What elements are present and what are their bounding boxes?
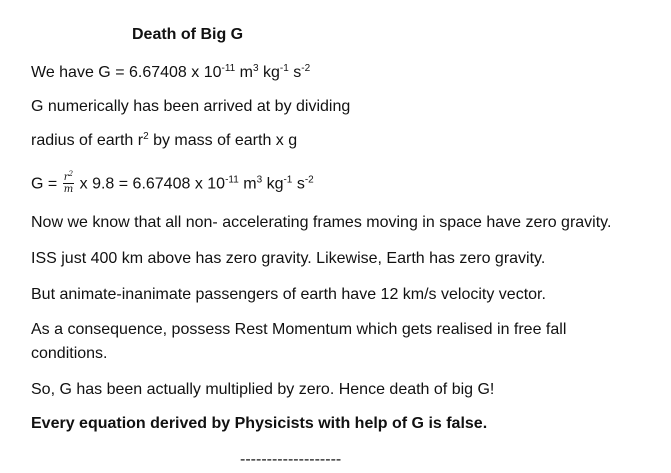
radius-suffix: by mass of earth x g xyxy=(148,132,298,149)
formula-unit-m: m xyxy=(238,175,257,193)
separator-rule: ------------------- xyxy=(240,451,342,468)
r-squared-over-m-fraction xyxy=(63,172,74,195)
unit-m: m xyxy=(235,64,253,81)
formula-unit-s: s xyxy=(292,175,305,193)
unit-s: s xyxy=(288,64,302,81)
formula-unit-kg: kg xyxy=(262,175,284,193)
exponent-minus-2: -2 xyxy=(301,63,311,74)
formula-exponent-minus-2: -2 xyxy=(304,174,314,186)
fraction-denominator: m xyxy=(63,184,74,195)
formula-g-equals: G = xyxy=(31,175,62,193)
unit-kg: kg xyxy=(258,64,280,81)
consequence-line-1: As a consequence, possess Rest Momentum which gets realised in free fall xyxy=(31,321,567,338)
radius-line xyxy=(31,131,297,151)
exponent-minus-1: -1 xyxy=(279,63,289,74)
formula-exponent-minus-1: -1 xyxy=(283,174,293,186)
radius-exponent: 2 xyxy=(143,131,149,142)
iss-line: ISS just 400 km above has zero gravity. Likewise, Earth has zero gravity. xyxy=(31,250,546,267)
consequence-line-2: conditions. xyxy=(31,345,108,362)
formula-exponent-3: 3 xyxy=(256,174,263,186)
frames-line: Now we know that all non- accelerating frames moving in space have zero gravity. xyxy=(31,214,612,231)
fraction-numerator: $r^2$ xyxy=(63,170,74,183)
formula-line xyxy=(31,170,314,196)
exponent-minus-11: -11 xyxy=(221,63,236,74)
radius-prefix: radius of earth r xyxy=(31,132,144,149)
exponent-3: 3 xyxy=(253,63,259,74)
formula-exponent-minus-11: -11 xyxy=(225,174,239,186)
g-value-line xyxy=(31,63,310,83)
bold-statement: Every equation derived by Physicists with help of G is false. xyxy=(31,415,488,432)
formula-rest: x 9.8 = 6.67408 x 10 xyxy=(75,175,226,193)
g-value-prefix: We have G = 6.67408 x 10 xyxy=(31,64,222,81)
passengers-line: But animate-inanimate passengers of earth have 12 km/s velocity vector. xyxy=(31,286,546,303)
document-title: Death of Big G xyxy=(132,26,244,43)
conclusion-line: So, G has been actually multiplied by zero. Hence death of big G! xyxy=(31,381,495,398)
numerically-line: G numerically has been arrived at by dividing xyxy=(31,98,351,115)
